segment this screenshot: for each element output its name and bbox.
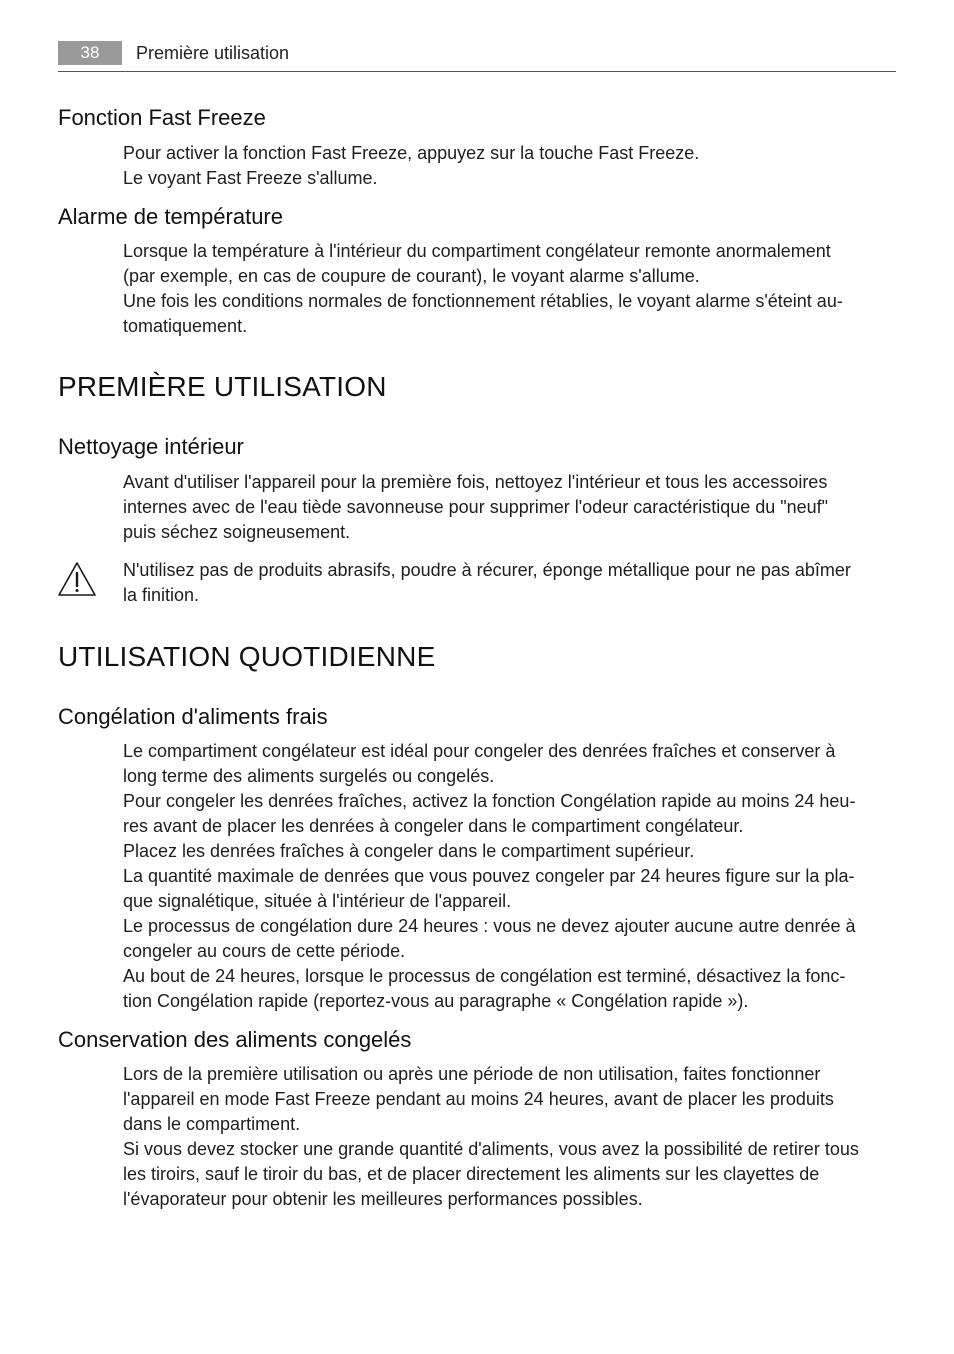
- section-title-congelation: Congélation d'aliments frais: [58, 704, 328, 729]
- text-line: Le voyant Fast Freeze s'allume.: [123, 168, 378, 188]
- text-line: que signalétique, située à l'intérieur de l'appareil.: [123, 891, 512, 911]
- text-line: La quantité maximale de denrées que vous pouvez congeler par 24 heures figure sur la pla-: [123, 866, 855, 886]
- warning-triangle-icon: [57, 561, 97, 597]
- text-line: Si vous devez stocker une grande quantité d'aliments, vous avez la possibilité de retirer tous: [123, 1139, 859, 1159]
- text-line: N'utilisez pas de produits abrasifs, poudre à récurer, éponge métallique pour ne pas abîmer: [123, 560, 851, 580]
- text-line: Placez les denrées fraîches à congeler dans le compartiment supérieur.: [123, 841, 695, 861]
- text-line: Lors de la première utilisation ou après une période de non utilisation, faites fonctionner: [123, 1064, 821, 1084]
- text-line: Avant d'utiliser l'appareil pour la première fois, nettoyez l'intérieur et tous les accessoires: [123, 472, 828, 492]
- section-title-fast-freeze: Fonction Fast Freeze: [58, 105, 266, 130]
- section-title-alarme: Alarme de température: [58, 204, 283, 229]
- page-header: [58, 39, 896, 72]
- section-title-conservation: Conservation des aliments congelés: [58, 1027, 412, 1052]
- text-line: Au bout de 24 heures, lorsque le processus de congélation est terminé, désactivez la fonc-: [123, 966, 846, 986]
- text-line: les tiroirs, sauf le tiroir du bas, et de placer directement les aliments sur les clayettes de: [123, 1164, 820, 1184]
- text-line: Le compartiment congélateur est idéal pour congeler des denrées fraîches et conserver à: [123, 741, 836, 761]
- text-line: Pour congeler les denrées fraîches, activez la fonction Congélation rapide au moins 24 heu-: [123, 791, 856, 811]
- paragraph-fast-freeze: [123, 141, 895, 191]
- chapter-heading-utilisation-quotidienne: UTILISATION QUOTIDIENNE: [58, 641, 436, 672]
- text-line: Le processus de congélation dure 24 heures : vous ne devez ajouter aucune autre denrée à: [123, 916, 856, 936]
- text-line: puis séchez soigneusement.: [123, 522, 351, 542]
- text-line: Une fois les conditions normales de fonctionnement rétablies, le voyant alarme s'éteint au-: [123, 291, 843, 311]
- text-line: Pour activer la fonction Fast Freeze, appuyez sur la touche Fast Freeze.: [123, 143, 700, 163]
- paragraph-congelation: [123, 739, 895, 1014]
- text-line: la finition.: [123, 585, 200, 605]
- text-line: res avant de placer les denrées à congeler dans le compartiment congélateur.: [123, 816, 744, 836]
- text-line: internes avec de l'eau tiède savonneuse pour supprimer l'odeur caractéristique du "neuf": [123, 497, 829, 517]
- chapter-heading-premiere-utilisation: PREMIÈRE UTILISATION: [58, 371, 387, 402]
- running-title: Première utilisation: [136, 43, 290, 63]
- text-line: Lorsque la température à l'intérieur du compartiment congélateur remonte anormalement: [123, 241, 831, 261]
- text-line: (par exemple, en cas de coupure de courant), le voyant alarme s'allume.: [123, 266, 700, 286]
- paragraph-alarme: [123, 239, 895, 339]
- page-number: 38: [58, 41, 122, 65]
- section-title-nettoyage: Nettoyage intérieur: [58, 434, 244, 459]
- text-line: dans le compartiment.: [123, 1114, 301, 1134]
- text-line: l'appareil en mode Fast Freeze pendant au moins 24 heures, avant de placer les produits: [123, 1089, 834, 1109]
- text-line: tion Congélation rapide (reportez-vous au paragraphe « Congélation rapide »).: [123, 991, 749, 1011]
- text-line: long terme des aliments surgelés ou congelés.: [123, 766, 495, 786]
- paragraph-conservation: [123, 1062, 895, 1212]
- text-line: congeler au cours de cette période.: [123, 941, 406, 961]
- text-line: l'évaporateur pour obtenir les meilleures performances possibles.: [123, 1189, 643, 1209]
- paragraph-nettoyage: [123, 470, 895, 545]
- warning-text: [123, 558, 895, 608]
- text-line: tomatiquement.: [123, 316, 248, 336]
